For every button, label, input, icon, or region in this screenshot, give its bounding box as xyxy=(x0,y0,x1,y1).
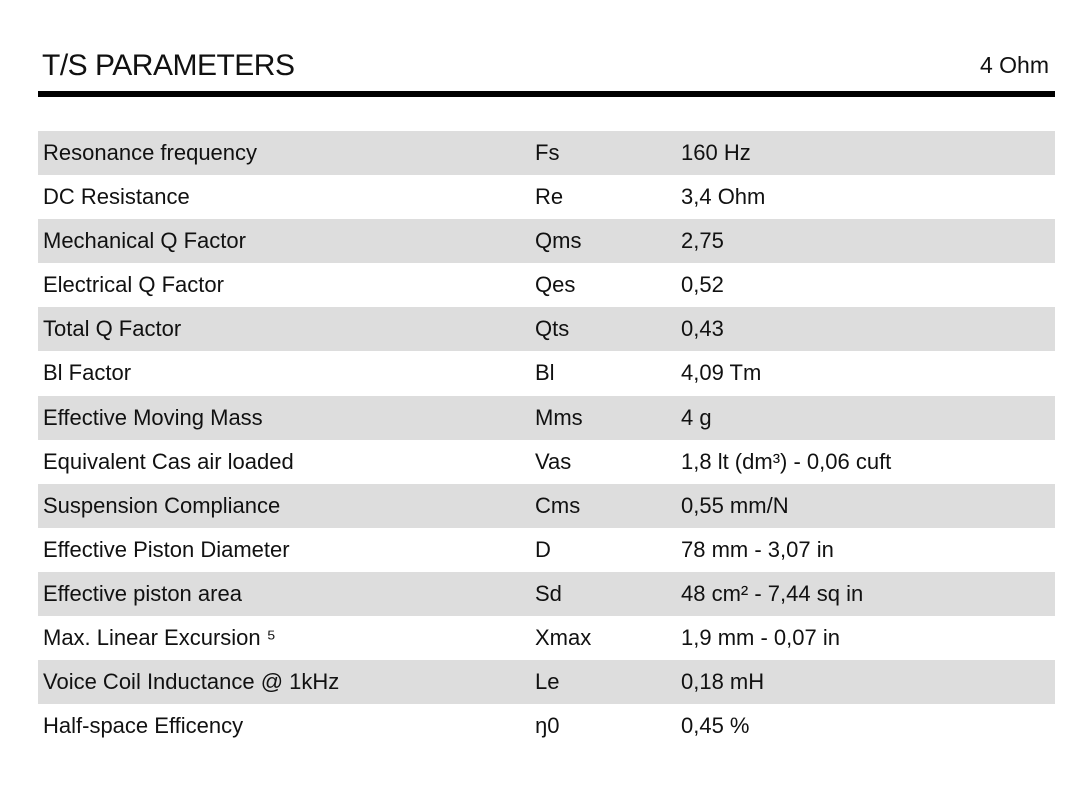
parameter-value: 3,4 Ohm xyxy=(681,184,766,210)
parameters-table xyxy=(38,131,1055,748)
page-title: T/S PARAMETERS xyxy=(42,49,295,82)
section-header xyxy=(38,46,1055,86)
table-row xyxy=(38,484,1055,528)
parameter-value: 1,8 lt (dm³) - 0,06 cuft xyxy=(681,448,892,474)
parameter-name: Electrical Q Factor xyxy=(43,272,224,298)
parameter-value: 0,43 xyxy=(681,316,724,342)
table-row xyxy=(38,616,1055,660)
parameter-symbol: Qes xyxy=(535,272,576,298)
parameter-value: 1,9 mm - 0,07 in xyxy=(681,625,840,651)
parameter-name: Voice Coil Inductance @ 1kHz xyxy=(43,669,340,695)
table-row xyxy=(38,263,1055,307)
parameter-value: 0,55 mm/N xyxy=(681,492,789,518)
impedance-label: 4 Ohm xyxy=(979,52,1049,78)
parameter-name: Equivalent Cas air loaded xyxy=(43,448,294,474)
parameter-symbol: Cms xyxy=(535,492,581,518)
table-row xyxy=(38,307,1055,351)
table-row xyxy=(38,396,1055,440)
parameter-name: DC Resistance xyxy=(43,184,190,210)
parameter-symbol: Sd xyxy=(535,580,562,606)
parameter-value: 4 g xyxy=(681,404,712,430)
parameter-symbol: Qts xyxy=(535,316,570,342)
parameter-name: Total Q Factor xyxy=(43,316,182,342)
parameter-symbol: Re xyxy=(535,184,564,210)
parameter-symbol: Vas xyxy=(535,448,572,474)
table-row xyxy=(38,175,1055,219)
parameter-symbol: Le xyxy=(535,669,560,695)
parameter-name: Resonance frequency xyxy=(43,140,258,165)
parameter-name: Effective Moving Mass xyxy=(43,404,263,430)
parameter-value: 78 mm - 3,07 in xyxy=(681,536,834,562)
parameter-name: Effective Piston Diameter xyxy=(43,536,290,562)
parameter-value: 48 cm² - 7,44 sq in xyxy=(681,580,864,606)
table-row xyxy=(38,351,1055,395)
table-row xyxy=(38,440,1055,484)
parameter-name: Effective piston area xyxy=(43,580,242,606)
parameter-name: Mechanical Q Factor xyxy=(43,228,246,254)
parameter-symbol: Xmax xyxy=(535,625,592,651)
parameter-value: 2,75 xyxy=(681,228,724,254)
header-divider xyxy=(38,91,1055,97)
parameter-name: Bl Factor xyxy=(43,360,132,386)
parameter-value: 160 Hz xyxy=(681,140,751,165)
table-row xyxy=(38,572,1055,616)
table-row xyxy=(38,704,1055,748)
parameter-name: Suspension Compliance xyxy=(43,492,281,518)
table-row xyxy=(38,131,1055,175)
table-row xyxy=(38,219,1055,263)
parameter-value: 0,45 % xyxy=(681,713,750,739)
parameter-value: 4,09 Tm xyxy=(681,360,762,386)
parameter-symbol: D xyxy=(535,536,551,562)
parameter-symbol: ŋ0 xyxy=(535,713,560,739)
parameter-symbol: Qms xyxy=(535,228,582,254)
parameter-symbol: Bl xyxy=(535,360,555,386)
parameter-symbol: Fs xyxy=(535,140,560,165)
parameter-value: 0,18 mH xyxy=(681,669,765,695)
parameter-name: Max. Linear Excursion ⁵ xyxy=(43,625,276,651)
parameter-name: Half-space Efficency xyxy=(43,713,244,739)
parameter-symbol: Mms xyxy=(535,404,583,430)
table-row xyxy=(38,660,1055,704)
parameter-value: 0,52 xyxy=(681,272,724,298)
table-row xyxy=(38,528,1055,572)
